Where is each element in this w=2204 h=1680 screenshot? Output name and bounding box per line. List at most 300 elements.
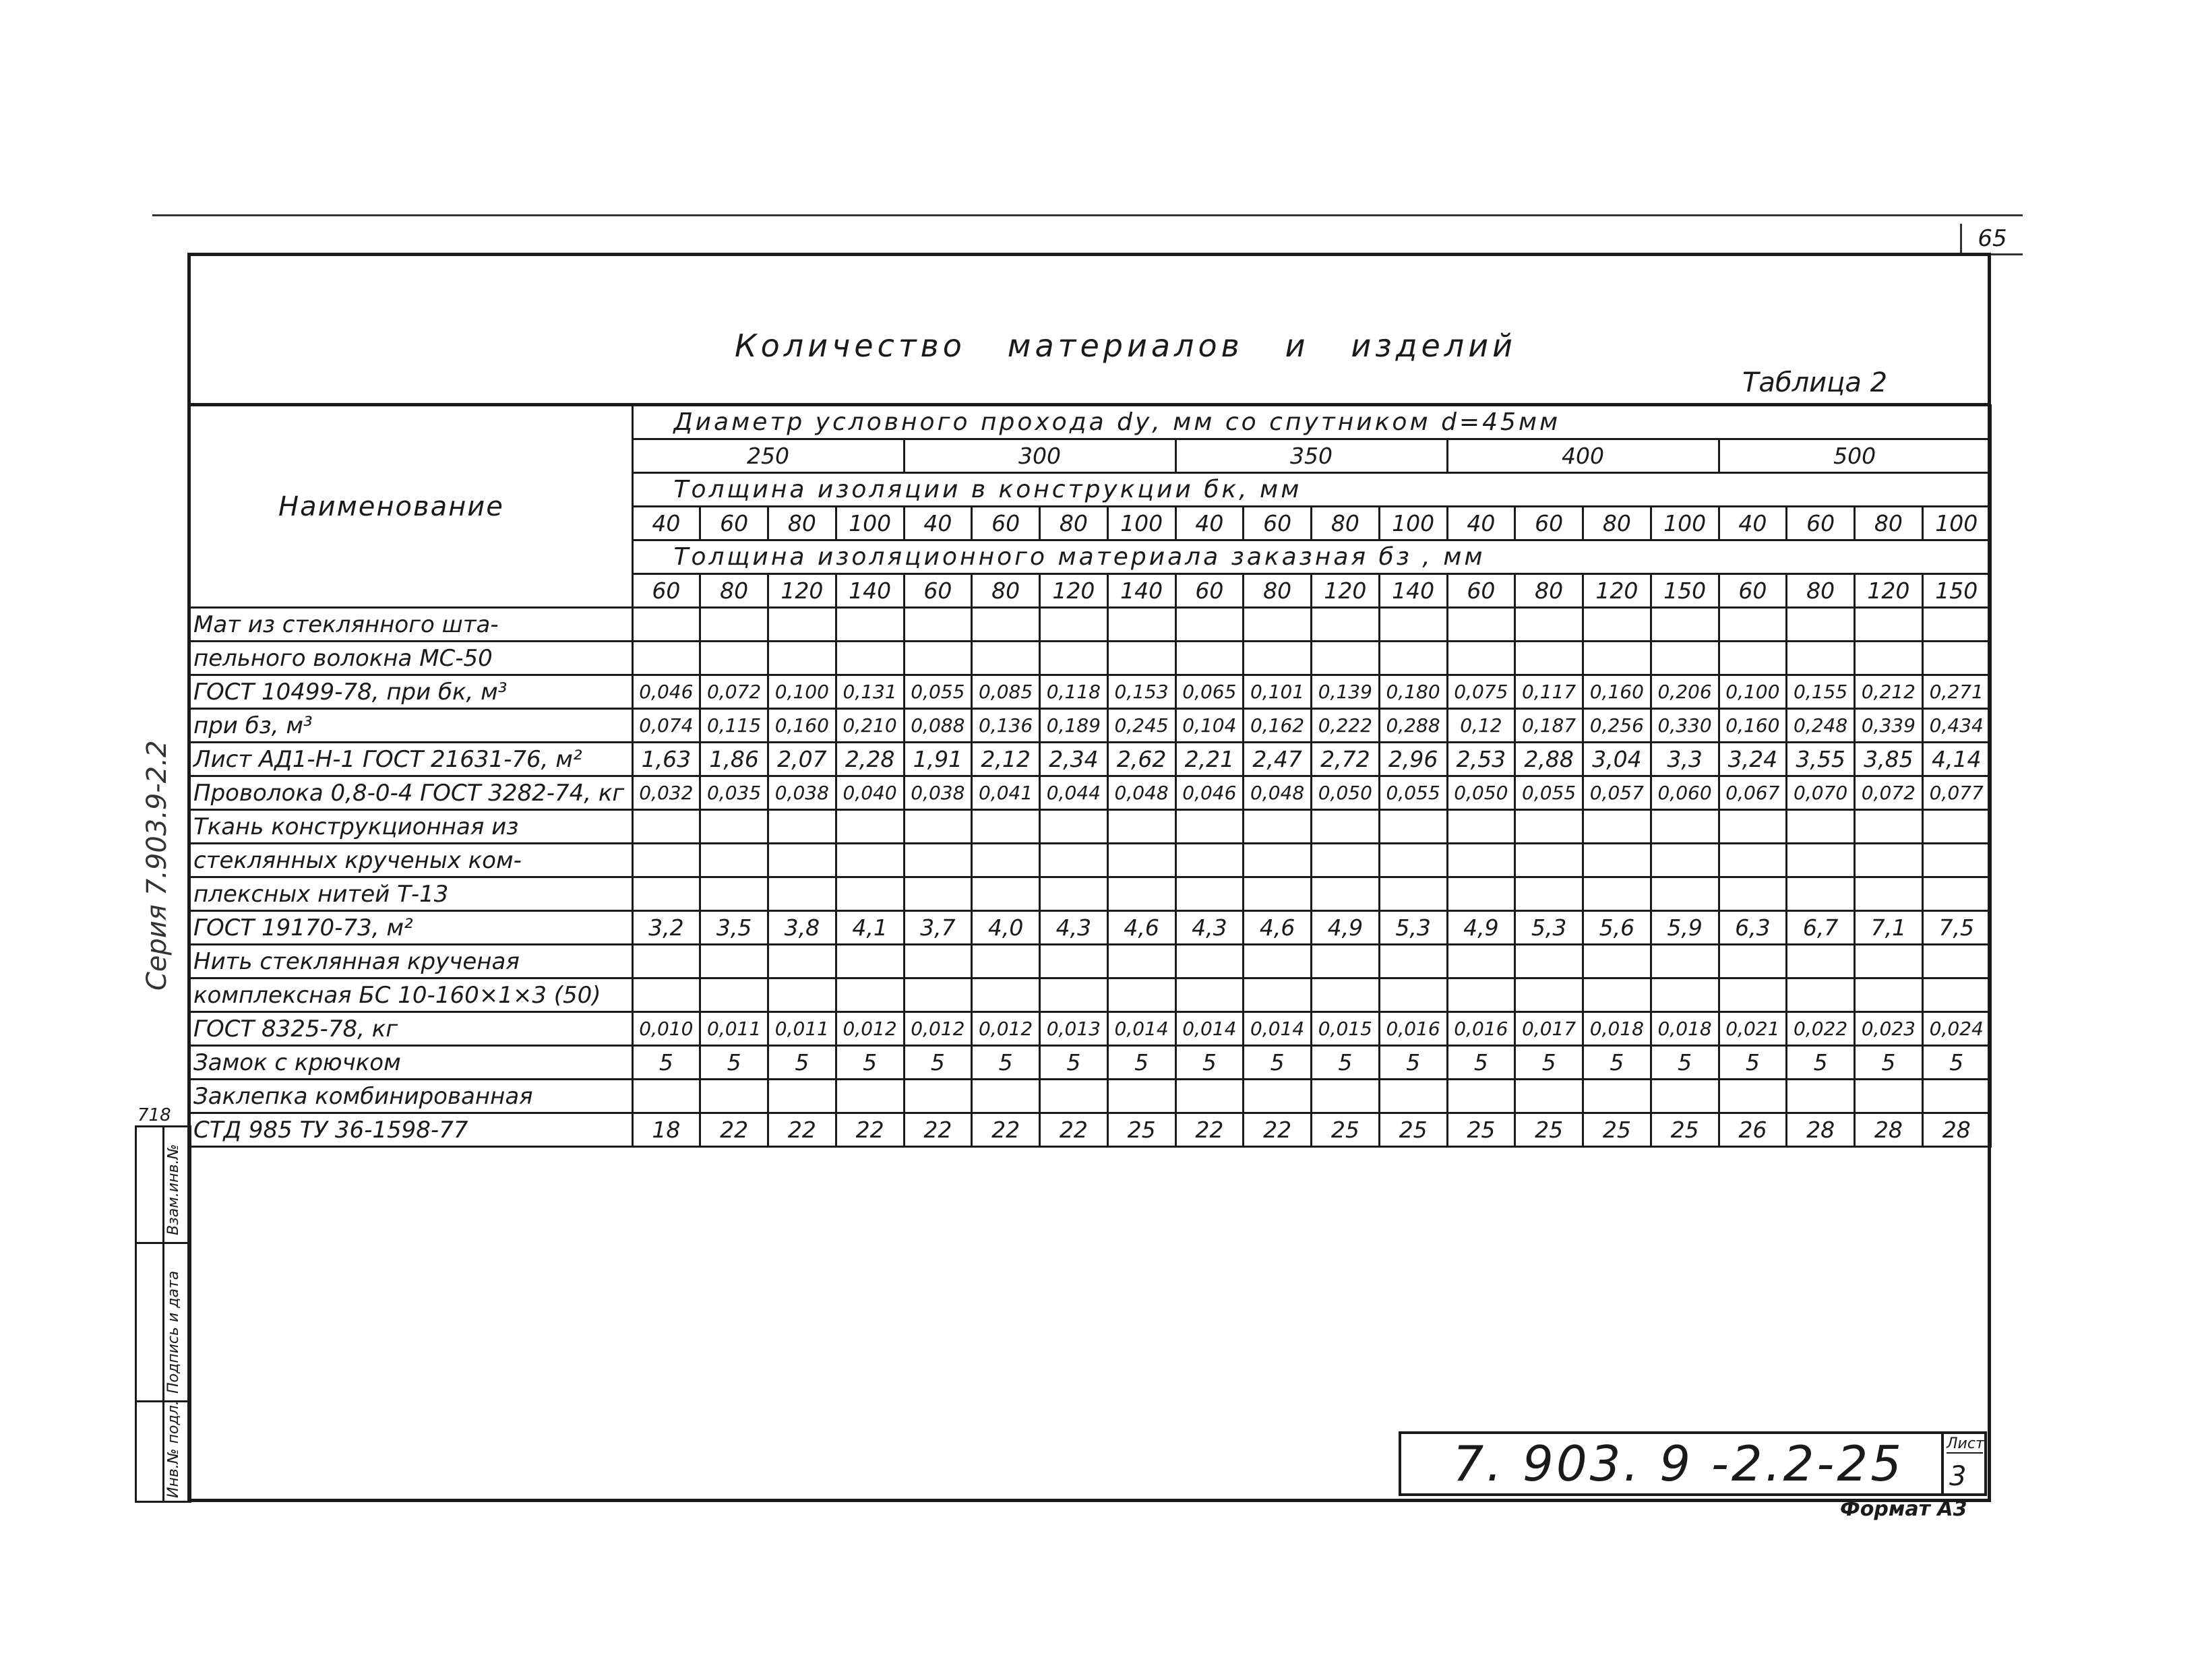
value-cell: 2,88 — [1515, 743, 1583, 776]
value-cell — [1379, 608, 1447, 642]
sidebar-label-inv: Инв.№ подл. — [165, 1400, 182, 1498]
value-cell: 0,067 — [1719, 776, 1787, 810]
value-cell: 0,038 — [904, 776, 972, 810]
value-cell: 0,088 — [904, 709, 972, 743]
value-cell: 2,21 — [1175, 743, 1244, 776]
value-cell — [1244, 608, 1312, 642]
value-cell: 0,101 — [1244, 675, 1312, 709]
value-cell — [1312, 642, 1380, 675]
value-cell: 0,022 — [1787, 1012, 1855, 1046]
table-label: Таблица 2 — [1742, 367, 1888, 398]
ordered-thickness-cell: 150 — [1651, 574, 1719, 608]
value-cell — [1583, 844, 1651, 877]
ordered-thickness-cell: 60 — [1719, 574, 1787, 608]
material-name: стеклянных крученых ком- — [191, 844, 632, 877]
value-cell: 0,074 — [632, 709, 700, 743]
value-cell: 3,5 — [700, 911, 768, 945]
document-title: Количество материалов и изделий — [735, 328, 1517, 364]
value-cell: 5 — [836, 1046, 904, 1080]
value-cell — [1719, 844, 1787, 877]
diameter-cell: 300 — [904, 439, 1175, 473]
value-cell — [904, 810, 972, 844]
material-row — [191, 608, 1990, 642]
value-cell: 0,072 — [700, 675, 768, 709]
value-cell: 5 — [1787, 1046, 1855, 1080]
value-cell: 5 — [904, 1046, 972, 1080]
value-cell — [1040, 642, 1108, 675]
value-cell: 0,060 — [1651, 776, 1719, 810]
value-cell: 0,160 — [1583, 675, 1651, 709]
value-cell — [1244, 945, 1312, 978]
value-cell: 2,34 — [1040, 743, 1108, 776]
value-cell — [1922, 844, 1990, 877]
value-cell — [1175, 810, 1244, 844]
value-cell: 0,206 — [1651, 675, 1719, 709]
value-cell — [1107, 945, 1175, 978]
value-cell: 0,044 — [1040, 776, 1108, 810]
value-cell: 0,015 — [1312, 1012, 1380, 1046]
thickness-cell: 60 — [1787, 507, 1855, 540]
value-cell: 0,050 — [1447, 776, 1515, 810]
value-cell — [1787, 877, 1855, 911]
value-cell: 0,057 — [1583, 776, 1651, 810]
material-name: Замок с крючком — [191, 1046, 632, 1080]
value-cell — [1583, 642, 1651, 675]
value-cell — [700, 642, 768, 675]
value-cell: 0,065 — [1175, 675, 1244, 709]
value-cell: 0,187 — [1515, 709, 1583, 743]
thickness-cell: 100 — [836, 507, 904, 540]
value-cell: 0,153 — [1107, 675, 1175, 709]
value-cell — [972, 608, 1040, 642]
value-cell: 0,016 — [1447, 1012, 1515, 1046]
value-cell — [1312, 978, 1380, 1012]
value-cell: 3,04 — [1583, 743, 1651, 776]
value-cell — [1447, 978, 1515, 1012]
ordered-thickness-cell: 120 — [1040, 574, 1108, 608]
value-cell — [1107, 978, 1175, 1012]
thickness-cell: 80 — [1312, 507, 1380, 540]
value-cell — [972, 1080, 1040, 1113]
value-cell — [632, 945, 700, 978]
value-cell — [1107, 877, 1175, 911]
value-cell — [972, 978, 1040, 1012]
value-cell: 0,139 — [1312, 675, 1380, 709]
value-cell: 5 — [1922, 1046, 1990, 1080]
value-cell — [1515, 844, 1583, 877]
value-cell — [1719, 877, 1787, 911]
value-cell — [768, 810, 836, 844]
ordered-thickness-cell: 140 — [836, 574, 904, 608]
value-cell: 0,115 — [700, 709, 768, 743]
value-cell: 0,118 — [1040, 675, 1108, 709]
material-name: ГОСТ 10499-78, при бк, м³ — [191, 675, 632, 709]
value-cell: 0,072 — [1855, 776, 1923, 810]
value-cell — [632, 844, 700, 877]
value-cell — [1379, 810, 1447, 844]
format-label: Формат А3 — [1840, 1497, 1967, 1521]
value-cell — [1787, 978, 1855, 1012]
value-cell: 3,8 — [768, 911, 836, 945]
value-cell: 5 — [700, 1046, 768, 1080]
value-cell — [1175, 877, 1244, 911]
value-cell: 2,62 — [1107, 743, 1175, 776]
value-cell — [1651, 844, 1719, 877]
value-cell — [1040, 945, 1108, 978]
thickness-cell: 40 — [1175, 507, 1244, 540]
value-cell — [632, 608, 700, 642]
value-cell — [1855, 642, 1923, 675]
value-cell: 0,017 — [1515, 1012, 1583, 1046]
value-cell — [1107, 608, 1175, 642]
ordered-thickness-cell: 80 — [972, 574, 1040, 608]
value-cell: 0,021 — [1719, 1012, 1787, 1046]
value-cell — [836, 844, 904, 877]
diameter-cell: 500 — [1719, 439, 1990, 473]
value-cell: 0,212 — [1855, 675, 1923, 709]
value-cell: 22 — [1040, 1113, 1108, 1147]
value-cell — [1922, 810, 1990, 844]
value-cell — [1583, 608, 1651, 642]
value-cell: 0,245 — [1107, 709, 1175, 743]
value-cell — [1107, 810, 1175, 844]
value-cell — [1447, 810, 1515, 844]
value-cell: 0,011 — [768, 1012, 836, 1046]
value-cell: 0,055 — [1515, 776, 1583, 810]
thickness-cell: 80 — [1583, 507, 1651, 540]
value-cell: 25 — [1651, 1113, 1719, 1147]
sheet-label: Лист — [1947, 1435, 1984, 1452]
sidebar-label-signature: Подпись и дата — [165, 1270, 182, 1394]
value-cell — [1515, 642, 1583, 675]
value-cell: 0,038 — [768, 776, 836, 810]
value-cell — [972, 642, 1040, 675]
value-cell — [768, 945, 836, 978]
value-cell: 6,3 — [1719, 911, 1787, 945]
value-cell — [904, 608, 972, 642]
value-cell — [836, 608, 904, 642]
value-cell: 4,14 — [1922, 743, 1990, 776]
value-cell: 0,016 — [1379, 1012, 1447, 1046]
value-cell: 0,330 — [1651, 709, 1719, 743]
value-cell: 3,24 — [1719, 743, 1787, 776]
material-row — [191, 978, 1990, 1012]
value-cell — [1787, 945, 1855, 978]
value-cell: 0,085 — [972, 675, 1040, 709]
ordered-thickness-cell: 120 — [1855, 574, 1923, 608]
material-name: СТД 985 ТУ 36-1598-77 — [191, 1113, 632, 1147]
thickness-cell: 60 — [972, 507, 1040, 540]
value-cell: 1,63 — [632, 743, 700, 776]
value-cell: 22 — [836, 1113, 904, 1147]
ordered-thickness-cell: 80 — [700, 574, 768, 608]
value-cell: 5,6 — [1583, 911, 1651, 945]
value-cell — [836, 945, 904, 978]
value-cell: 5 — [1855, 1046, 1923, 1080]
material-name: комплексная БС 10-160×1×3 (50) — [191, 978, 632, 1012]
value-cell: 0,018 — [1583, 1012, 1651, 1046]
page-number: 65 — [1960, 224, 2023, 255]
value-cell: 4,0 — [972, 911, 1040, 945]
value-cell: 0,046 — [1175, 776, 1244, 810]
value-cell: 28 — [1922, 1113, 1990, 1147]
value-cell: 0,012 — [972, 1012, 1040, 1046]
value-cell — [1855, 810, 1923, 844]
value-cell — [1583, 1080, 1651, 1113]
material-row — [191, 1012, 1990, 1046]
ordered-thickness-cell: 140 — [1107, 574, 1175, 608]
value-cell — [1244, 1080, 1312, 1113]
ordered-thickness-cell: 60 — [904, 574, 972, 608]
value-cell — [1175, 642, 1244, 675]
material-name: при бз, м³ — [191, 709, 632, 743]
value-cell — [1719, 978, 1787, 1012]
value-cell — [1175, 1080, 1244, 1113]
thickness-cell: 60 — [1244, 507, 1312, 540]
value-cell: 0,131 — [836, 675, 904, 709]
value-cell — [1175, 608, 1244, 642]
value-cell — [1379, 1080, 1447, 1113]
value-cell: 0,014 — [1244, 1012, 1312, 1046]
value-cell: 0,104 — [1175, 709, 1244, 743]
value-cell: 0,180 — [1379, 675, 1447, 709]
value-cell: 0,046 — [632, 675, 700, 709]
value-cell: 0,055 — [1379, 776, 1447, 810]
value-cell: 4,9 — [1312, 911, 1380, 945]
value-cell — [1651, 642, 1719, 675]
value-cell: 5 — [1175, 1046, 1244, 1080]
value-cell — [904, 877, 972, 911]
value-cell: 4,1 — [836, 911, 904, 945]
value-cell — [1855, 844, 1923, 877]
value-cell — [1719, 608, 1787, 642]
value-cell — [768, 608, 836, 642]
ordered-thickness-cell: 80 — [1787, 574, 1855, 608]
value-cell — [1515, 1080, 1583, 1113]
value-cell — [1922, 642, 1990, 675]
value-cell: 25 — [1583, 1113, 1651, 1147]
value-cell — [1922, 1080, 1990, 1113]
value-cell: 5 — [1312, 1046, 1380, 1080]
value-cell — [904, 642, 972, 675]
header-row — [191, 406, 1990, 439]
value-cell: 0,048 — [1244, 776, 1312, 810]
value-cell — [1583, 945, 1651, 978]
value-cell — [700, 877, 768, 911]
value-cell — [1719, 1080, 1787, 1113]
material-row — [191, 945, 1990, 978]
value-cell — [1379, 642, 1447, 675]
material-name: Лист АД1-Н-1 ГОСТ 21631-76, м² — [191, 743, 632, 776]
value-cell — [1447, 945, 1515, 978]
value-cell: 0,075 — [1447, 675, 1515, 709]
value-cell — [1922, 877, 1990, 911]
material-name: Мат из стеклянного шта- — [191, 608, 632, 642]
material-row — [191, 810, 1990, 844]
sidebar-divider — [162, 1127, 164, 1501]
value-cell — [1312, 608, 1380, 642]
thickness-cell: 100 — [1379, 507, 1447, 540]
value-cell — [1312, 810, 1380, 844]
value-cell — [904, 945, 972, 978]
value-cell — [1787, 642, 1855, 675]
thickness-cell: 40 — [1719, 507, 1787, 540]
thickness-cell: 100 — [1651, 507, 1719, 540]
value-cell: 0,155 — [1787, 675, 1855, 709]
value-cell — [1515, 978, 1583, 1012]
value-cell — [1040, 810, 1108, 844]
value-cell: 2,28 — [836, 743, 904, 776]
value-cell — [700, 844, 768, 877]
value-cell — [1447, 1080, 1515, 1113]
value-cell: 0,014 — [1175, 1012, 1244, 1046]
value-cell — [1312, 877, 1380, 911]
value-cell — [1040, 1080, 1108, 1113]
value-cell: 5,9 — [1651, 911, 1719, 945]
material-name: ГОСТ 19170-73, м² — [191, 911, 632, 945]
thickness-cell: 100 — [1107, 507, 1175, 540]
value-cell: 0,12 — [1447, 709, 1515, 743]
value-cell: 0,162 — [1244, 709, 1312, 743]
material-row — [191, 1113, 1990, 1147]
value-cell — [700, 945, 768, 978]
value-cell — [1379, 877, 1447, 911]
value-cell — [1922, 608, 1990, 642]
value-cell — [1651, 877, 1719, 911]
value-cell — [1719, 810, 1787, 844]
document-code: 7. 903. 9 -2.2-25 — [1399, 1431, 1945, 1496]
value-cell — [1107, 642, 1175, 675]
diameter-cell: 350 — [1175, 439, 1447, 473]
value-cell: 0,018 — [1651, 1012, 1719, 1046]
value-cell — [1379, 978, 1447, 1012]
ordered-thickness-cell: 60 — [632, 574, 700, 608]
material-row — [191, 642, 1990, 675]
value-cell — [768, 877, 836, 911]
ordered-thickness-cell: 60 — [1447, 574, 1515, 608]
material-row — [191, 1046, 1990, 1080]
value-cell: 2,07 — [768, 743, 836, 776]
value-cell — [1312, 844, 1380, 877]
material-row — [191, 675, 1990, 709]
value-cell: 25 — [1379, 1113, 1447, 1147]
value-cell: 5,3 — [1515, 911, 1583, 945]
value-cell — [836, 642, 904, 675]
value-cell: 0,070 — [1787, 776, 1855, 810]
value-cell: 5 — [1107, 1046, 1175, 1080]
value-cell: 3,85 — [1855, 743, 1923, 776]
value-cell — [1107, 844, 1175, 877]
value-cell: 0,256 — [1583, 709, 1651, 743]
value-cell: 5 — [1719, 1046, 1787, 1080]
value-cell — [700, 1080, 768, 1113]
value-cell: 0,012 — [904, 1012, 972, 1046]
material-name: ГОСТ 8325-78, кг — [191, 1012, 632, 1046]
value-cell — [768, 978, 836, 1012]
value-cell: 0,013 — [1040, 1012, 1108, 1046]
approval-sidebar — [135, 1125, 191, 1503]
value-cell — [1312, 945, 1380, 978]
thickness-cell: 40 — [632, 507, 700, 540]
value-cell — [836, 1080, 904, 1113]
value-cell — [1515, 810, 1583, 844]
value-cell — [1583, 877, 1651, 911]
value-cell — [836, 810, 904, 844]
value-cell — [904, 844, 972, 877]
value-cell — [904, 978, 972, 1012]
value-cell — [836, 978, 904, 1012]
ordered-thickness-cell: 120 — [1312, 574, 1380, 608]
thickness-header: Толщина изоляции в конструкции бк, мм — [632, 473, 1990, 507]
material-name: Ткань конструкционная из — [191, 810, 632, 844]
thickness-cell: 80 — [1040, 507, 1108, 540]
value-cell — [1244, 844, 1312, 877]
value-cell: 0,100 — [1719, 675, 1787, 709]
value-cell: 4,9 — [1447, 911, 1515, 945]
value-cell: 22 — [700, 1113, 768, 1147]
value-cell — [1651, 1080, 1719, 1113]
thickness-cell: 80 — [1855, 507, 1923, 540]
value-cell — [1515, 608, 1583, 642]
value-cell — [1855, 877, 1923, 911]
value-cell: 2,47 — [1244, 743, 1312, 776]
value-cell: 7,5 — [1922, 911, 1990, 945]
value-cell: 0,160 — [1719, 709, 1787, 743]
value-cell: 6,7 — [1787, 911, 1855, 945]
value-cell — [632, 642, 700, 675]
value-cell — [1379, 945, 1447, 978]
value-cell: 26 — [1719, 1113, 1787, 1147]
value-cell — [1515, 945, 1583, 978]
value-cell — [904, 1080, 972, 1113]
thickness-cell: 40 — [904, 507, 972, 540]
material-row — [191, 709, 1990, 743]
value-cell: 0,077 — [1922, 776, 1990, 810]
value-cell: 0,032 — [632, 776, 700, 810]
value-cell: 0,050 — [1312, 776, 1380, 810]
value-cell — [1855, 1080, 1923, 1113]
value-cell: 0,222 — [1312, 709, 1380, 743]
value-cell: 25 — [1312, 1113, 1380, 1147]
value-cell: 5 — [1244, 1046, 1312, 1080]
value-cell — [1175, 978, 1244, 1012]
value-cell: 0,117 — [1515, 675, 1583, 709]
material-name: Проволока 0,8-0-4 ГОСТ 3282-74, кг — [191, 776, 632, 810]
ordered-thickness-cell: 120 — [768, 574, 836, 608]
value-cell — [1855, 608, 1923, 642]
value-cell: 5,3 — [1379, 911, 1447, 945]
value-cell: 3,3 — [1651, 743, 1719, 776]
value-cell: 0,012 — [836, 1012, 904, 1046]
ordered-thickness-cell: 150 — [1922, 574, 1990, 608]
value-cell: 1,86 — [700, 743, 768, 776]
series-label: Серия 7.903.9-2.2 — [142, 740, 173, 991]
value-cell: 22 — [1244, 1113, 1312, 1147]
materials-table — [191, 404, 1992, 1148]
value-cell — [972, 844, 1040, 877]
inventory-number: 718 — [137, 1105, 171, 1125]
value-cell — [1244, 877, 1312, 911]
value-cell: 5 — [1583, 1046, 1651, 1080]
value-cell: 25 — [1515, 1113, 1583, 1147]
value-cell: 0,023 — [1855, 1012, 1923, 1046]
value-cell: 3,2 — [632, 911, 700, 945]
value-cell — [768, 1080, 836, 1113]
value-cell — [1244, 978, 1312, 1012]
diameter-cell: 400 — [1447, 439, 1719, 473]
value-cell: 0,024 — [1922, 1012, 1990, 1046]
value-cell: 28 — [1787, 1113, 1855, 1147]
